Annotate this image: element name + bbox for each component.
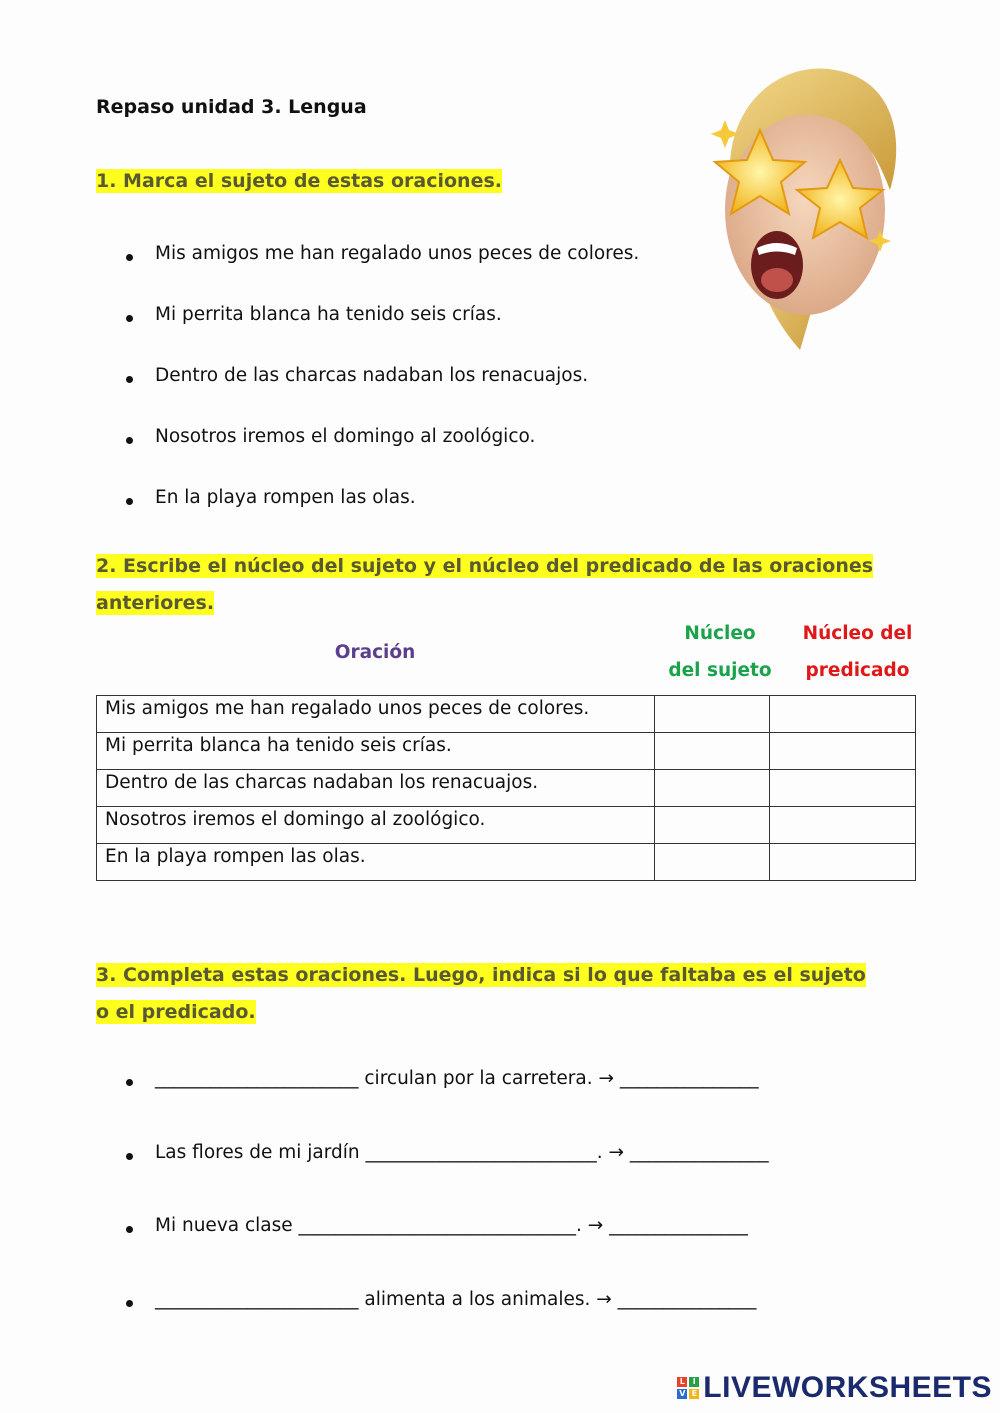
subject-nucleus-input[interactable]: [655, 733, 770, 770]
subject-nucleus-input[interactable]: [655, 807, 770, 844]
list-item[interactable]: Mis amigos me han regalado unos peces de colores.: [122, 243, 639, 304]
column-header-nucleo-predicado-line2: predicado: [805, 660, 910, 681]
subject-nucleus-input[interactable]: [655, 844, 770, 881]
fill-in-item[interactable]: ______________________ circulan por la carretera. → _______________: [122, 1068, 769, 1142]
question-1-heading: [96, 170, 502, 192]
fill-in-item[interactable]: ______________________ alimenta a los animales. → _______________: [122, 1289, 769, 1363]
predicate-nucleus-input[interactable]: [770, 770, 916, 807]
list-item[interactable]: En la playa rompen las olas.: [122, 487, 639, 548]
list-item[interactable]: Nosotros iremos el domingo al zoológico.: [122, 426, 639, 487]
question-3-list: [122, 1068, 769, 1362]
star-eyes-avatar-image: [705, 60, 920, 364]
table-row: [97, 733, 916, 770]
worksheet-title: Repaso unidad 3. Lengua: [96, 96, 367, 118]
list-item[interactable]: Mi perrita blanca ha tenido seis crías.: [122, 304, 639, 365]
table-row: [97, 696, 916, 733]
question-2-heading-line2: anteriores.: [96, 592, 215, 614]
table-row: [97, 807, 916, 844]
liveworksheets-mark-icon: L I V E: [677, 1377, 699, 1399]
column-header-nucleo-sujeto-line1: Núcleo: [684, 623, 756, 644]
nucleus-table: [96, 695, 916, 881]
question-3-heading-line1: 3. Completa estas oraciones. Luego, indica si lo que faltaba es el sujeto: [96, 964, 866, 986]
subject-nucleus-input[interactable]: [655, 696, 770, 733]
sentence-cell: Mi perrita blanca ha tenido seis crías.: [97, 733, 655, 770]
predicate-nucleus-input[interactable]: [770, 807, 916, 844]
column-header-nucleo-sujeto-line2: del sujeto: [668, 660, 772, 681]
question-1-heading-text: 1. Marca el sujeto de estas oraciones.: [96, 170, 502, 192]
predicate-nucleus-input[interactable]: [770, 696, 916, 733]
column-header-nucleo-sujeto: [655, 615, 785, 689]
column-header-nucleo-predicado-line1: Núcleo del: [802, 623, 913, 644]
subject-nucleus-input[interactable]: [655, 770, 770, 807]
sentence-cell: Mis amigos me han regalado unos peces de colores.: [97, 696, 655, 733]
question-2-heading-line1: 2. Escribe el núcleo del sujeto y el núcleo del predicado de las oraciones: [96, 555, 874, 577]
predicate-nucleus-input[interactable]: [770, 733, 916, 770]
column-header-nucleo-predicado: [785, 615, 930, 689]
question-3-heading: [96, 957, 866, 1031]
question-3-heading-line2: o el predicado.: [96, 1001, 256, 1023]
table-row: [97, 770, 916, 807]
sentence-cell: Dentro de las charcas nadaban los renacuajos.: [97, 770, 655, 807]
predicate-nucleus-input[interactable]: [770, 844, 916, 881]
list-item[interactable]: Dentro de las charcas nadaban los renacuajos.: [122, 365, 639, 426]
question-1-list: [122, 243, 639, 548]
liveworksheets-logo-text: LIVEWORKSHEETS: [703, 1371, 992, 1404]
sentence-cell: En la playa rompen las olas.: [97, 844, 655, 881]
fill-in-item[interactable]: Las flores de mi jardín _________________________. → _______________: [122, 1142, 769, 1216]
liveworksheets-logo: [677, 1371, 992, 1405]
sentence-cell: Nosotros iremos el domingo al zoológico.: [97, 807, 655, 844]
table-row: [97, 844, 916, 881]
question-2-heading: [96, 548, 873, 622]
column-header-oracion: Oración: [334, 642, 416, 663]
fill-in-item[interactable]: Mi nueva clase ______________________________. → _______________: [122, 1215, 769, 1289]
